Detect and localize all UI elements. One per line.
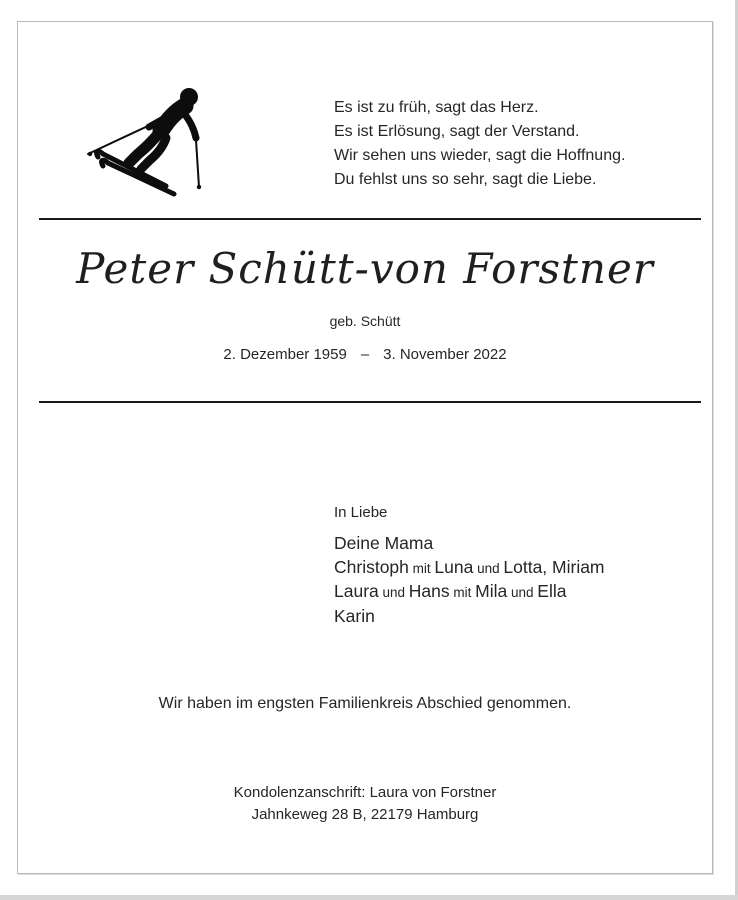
mourner-connective: und <box>473 560 504 576</box>
mourner-name: Lotta, Miriam <box>503 556 605 577</box>
mourner-connective: und <box>378 585 409 600</box>
mourner-name: Luna <box>434 556 474 577</box>
condolence-address <box>18 782 712 825</box>
mourner-connective: mit <box>408 560 435 576</box>
mourner-line <box>334 580 605 605</box>
mourner-name: Deine Mama <box>334 533 434 553</box>
mourner-connective: und <box>507 585 538 600</box>
mourner-name: Ella <box>537 581 567 601</box>
birth-date: 2. Dezember 1959 <box>223 346 347 363</box>
divider-bottom <box>39 401 701 403</box>
condolence-line: Jahnkeweg 28 B, 22179 Hamburg <box>251 805 479 823</box>
mourner-name: Karin <box>334 605 375 626</box>
death-date: 3. November 2022 <box>383 346 507 363</box>
salutation: In Liebe <box>334 504 388 521</box>
mourner-name: Mila <box>475 581 508 601</box>
skier-silhouette-icon <box>86 84 216 199</box>
mourner-line <box>334 556 605 581</box>
deceased-name: Peter Schütt-von Forstner <box>76 244 654 293</box>
mourner-name: Christoph <box>334 556 409 577</box>
mourner-connective: mit <box>449 585 476 600</box>
poem-line: Es ist zu früh, sagt das Herz. <box>334 99 539 116</box>
condolence-line: Kondolenzanschrift: Laura von Forstner <box>233 784 497 801</box>
poem-line: Es ist Erlösung, sagt der Verstand. <box>334 123 580 140</box>
poem-line: Du fehlst uns so sehr, sagt die Liebe. <box>334 171 597 188</box>
memorial-poem <box>334 96 625 192</box>
poem-line: Wir sehen uns wieder, sagt die Hoffnung. <box>334 147 626 164</box>
memorial-card-page <box>17 21 713 874</box>
birth-name: geb. Schütt <box>329 313 401 329</box>
mourner-name: Laura <box>334 581 379 601</box>
viewer-edge-bottom <box>0 895 738 900</box>
mourner-line <box>334 605 605 629</box>
mourner-line <box>334 532 605 556</box>
farewell-statement: Wir haben im engsten Familienkreis Abschied genommen. <box>158 695 572 712</box>
divider-top <box>39 218 701 220</box>
skier-head <box>180 88 198 106</box>
mourner-name: Hans <box>408 581 450 601</box>
mourners-list <box>334 532 605 628</box>
date-separator: – <box>360 346 370 363</box>
life-dates <box>18 346 712 363</box>
